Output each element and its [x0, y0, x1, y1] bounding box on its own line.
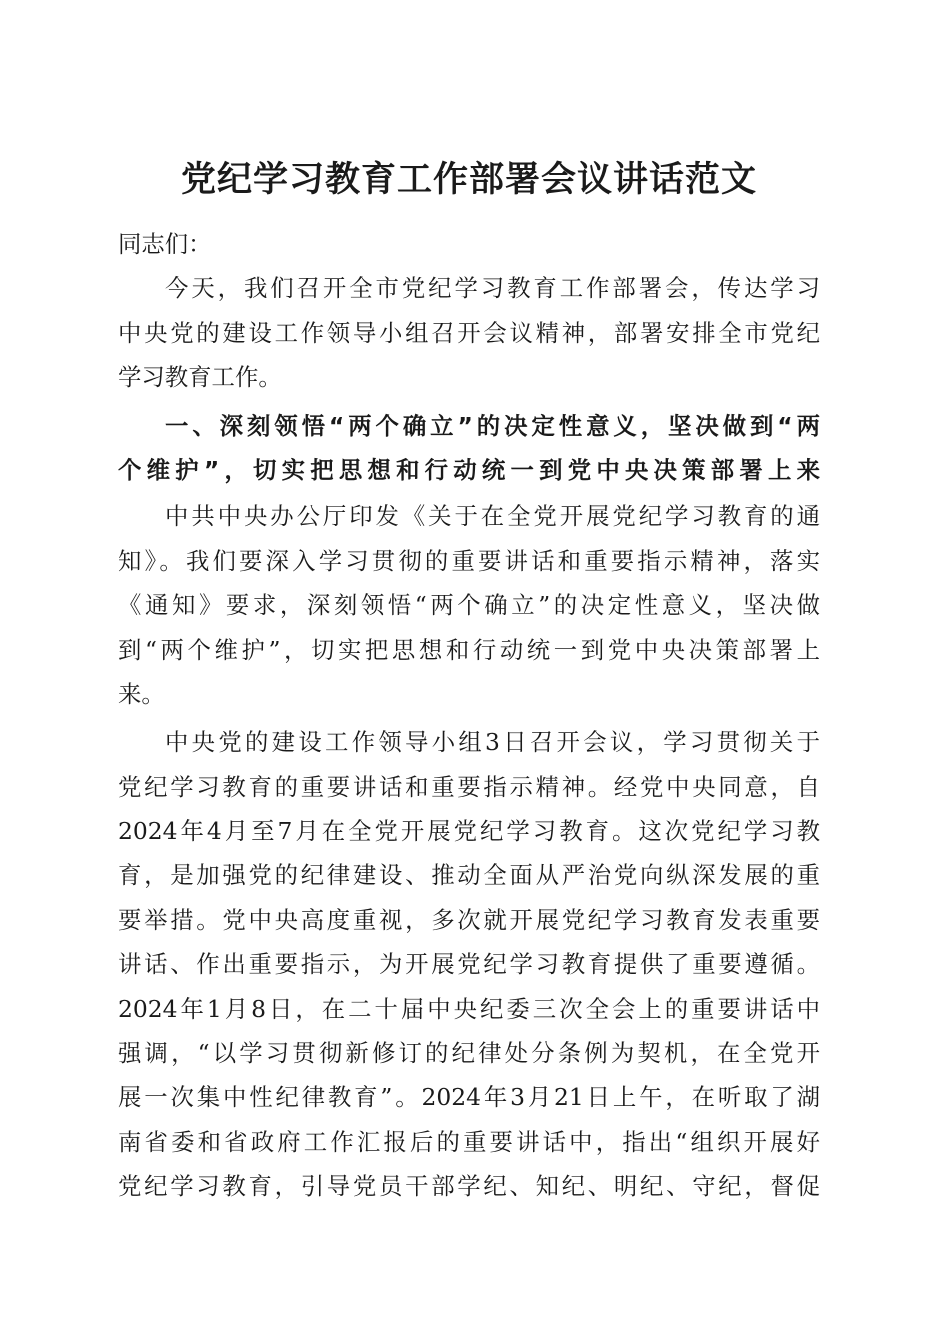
paragraph-line: 要举措。党中央高度重视，多次就开展党纪学习教育发表重要 [118, 905, 820, 934]
paragraph-intro [118, 266, 820, 399]
paragraph-line: 南省委和省政府工作汇报后的重要讲话中，指出“组织开展好 [118, 1127, 820, 1156]
paragraph-line: 强调，“以学习贯彻新修订的纪律处分条例为契机，在全党开 [118, 1039, 820, 1068]
paragraph-notice [118, 494, 820, 716]
paragraph-line: 学习教育工作。 [118, 363, 282, 392]
paragraph-line: 党纪学习教育的重要讲话和重要指示精神。经党中央同意，自 [118, 772, 820, 801]
paragraph-line: 知》。我们要深入学习贯彻的重要讲话和重要指示精神，落实 [118, 546, 820, 575]
paragraph-line: 今天，我们召开全市党纪学习教育工作部署会，传达学习 [165, 274, 820, 303]
heading-line: 个维护”，切实把思想和行动统一到党中央决策部署上来 [118, 455, 820, 484]
document-title: 党纪学习教育工作部署会议讲话范文 [180, 160, 757, 200]
heading-line: 一、深刻领悟“两个确立”的决定性意义，坚决做到“两 [165, 411, 820, 440]
paragraph-line: 中央党的建设工作领导小组召开会议精神，部署安排全市党纪 [118, 318, 820, 347]
paragraph-line: 中共中央办公厅印发《关于在全党开展党纪学习教育的通 [165, 502, 820, 531]
paragraph-line: 党纪学习教育，引导党员干部学纪、知纪、明纪、守纪，督促 [118, 1172, 820, 1201]
paragraph-line: 《通知》要求，深刻领悟“两个确立”的决定性意义，坚决做 [118, 591, 820, 620]
paragraph-line: 2024年1月8日，在二十届中央纪委三次全会上的重要讲话中 [118, 994, 820, 1023]
paragraph-line: 展一次集中性纪律教育”。2024年3月21日上午，在听取了湖 [118, 1083, 820, 1112]
paragraph-line: 讲话、作出重要指示，为开展党纪学习教育提供了重要遵循。 [118, 950, 820, 979]
paragraph-line: 到“两个维护”，切实把思想和行动统一到党中央决策部署上 [118, 635, 820, 664]
paragraph-meeting [118, 720, 820, 1208]
salutation: 同志们： [118, 230, 212, 258]
paragraph-line: 中央党的建设工作领导小组3日召开会议，学习贯彻关于 [165, 728, 820, 757]
paragraph-line: 2024年4月至7月在全党开展党纪学习教育。这次党纪学习教 [118, 817, 820, 846]
section-heading-1 [118, 404, 820, 493]
document-page [118, 150, 820, 1209]
paragraph-line: 来。 [118, 679, 165, 708]
paragraph-line: 育，是加强党的纪律建设、推动全面从严治党向纵深发展的重 [118, 861, 820, 890]
